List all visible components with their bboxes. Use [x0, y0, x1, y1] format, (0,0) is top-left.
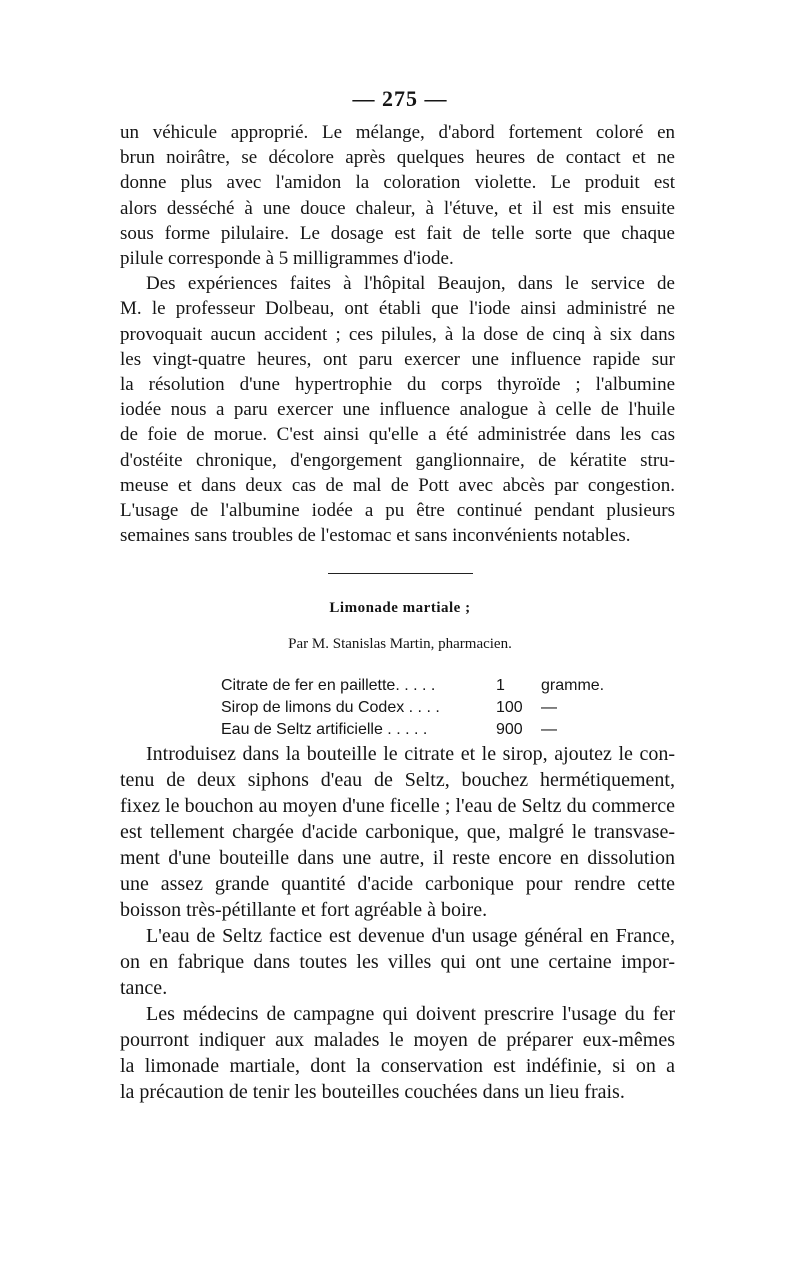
text-line: M. le professeur Dolbeau, ont établi que l'iode ainsi administré ne	[120, 298, 675, 320]
paragraph-country-doctors	[120, 1001, 675, 1105]
paragraph-instructions	[120, 741, 675, 923]
text-line: un véhicule approprié. Le mélange, d'abord fortement coloré en	[120, 122, 675, 143]
recipe-row	[221, 697, 621, 719]
text-line: on en fabrique dans toutes les villes qui ont une certaine impor-	[120, 951, 675, 973]
top-text-block	[120, 120, 675, 548]
text-line: semaines sans troubles de l'estomac et sans inconvénients notables.	[120, 525, 631, 547]
text-line: meuse et dans deux cas de mal de Pott avec abcès par congestion.	[120, 474, 675, 496]
text-line: L'eau de Seltz factice est devenue d'un usage général en France,	[146, 925, 675, 947]
section-byline: Par M. Stanislas Martin, pharmacien.	[288, 636, 512, 652]
text-line: les vingt-quatre heures, ont paru exercer une influence rapide sur	[120, 348, 675, 370]
text-line: la précaution de tenir les bouteilles couchées dans un lieu frais.	[120, 1081, 625, 1103]
ingredient-name: Eau de Seltz artificielle . . . . .	[221, 721, 428, 738]
recipe-row	[221, 719, 621, 741]
page-number: — 275 —	[352, 86, 448, 111]
text-line: la limonade martiale, dont la conservation est indéfinie, si on a	[120, 1055, 675, 1077]
text-line: sous forme pilulaire. Le dosage est fait de telle sorte que chaque	[120, 222, 675, 244]
text-line: pilule corresponde à 5 milligrammes d'iode.	[120, 248, 454, 270]
ingredient-quantity: 900	[496, 721, 523, 738]
ingredient-quantity: 100	[496, 699, 523, 716]
ingredient-unit: —	[541, 721, 557, 738]
text-line: Introduisez dans la bouteille le citrate et le sirop, ajoutez le con-	[146, 743, 675, 765]
text-line: Les médecins de campagne qui doivent prescrire l'usage du fer	[146, 1003, 675, 1025]
text-line: fixez le bouchon au moyen d'une ficelle ; l'eau de Seltz du commerce	[120, 795, 675, 817]
text-line: L'usage de l'albumine iodée a pu être continué pendant plusieurs	[120, 500, 675, 522]
section-divider	[328, 573, 473, 574]
text-line: tenu de deux siphons d'eau de Seltz, bouchez hermétiquement,	[120, 769, 675, 791]
text-line: la résolution d'une hypertrophie du corps thyroïde ; l'albumine	[120, 374, 675, 396]
ingredient-unit: gramme.	[541, 677, 605, 694]
paragraph-iodine-preparation	[120, 120, 675, 271]
text-line: est tellement chargée d'acide carbonique, que, malgré le transvase-	[120, 821, 675, 843]
text-line: provoquait aucun accident ; ces pilules, à la dose de cinq à six dans	[120, 323, 675, 345]
recipe-list	[221, 675, 621, 741]
recipe-row	[221, 675, 621, 697]
bottom-text-block	[120, 741, 675, 1105]
text-line: pourront indiquer aux malades le moyen de préparer eux-mêmes	[120, 1029, 675, 1051]
text-line: une assez grande quantité d'acide carbonique pour rendre cette	[120, 873, 675, 895]
text-line: d'ostéite chronique, d'engorgement ganglionnaire, de kératite stru-	[120, 449, 675, 471]
text-line: ment d'une bouteille dans une autre, il reste encore en dissolution	[120, 847, 675, 869]
text-line: tance.	[120, 977, 168, 999]
text-line: alors desséché à une douce chaleur, à l'étuve, et il est mis ensuite	[120, 197, 675, 219]
text-line: de foie de morue. C'est ainsi qu'elle a été administrée dans les cas	[120, 424, 675, 446]
text-line: brun noirâtre, se décolore après quelques heures de contact et ne	[120, 147, 675, 169]
paragraph-seltz-water	[120, 923, 675, 1001]
paragraph-beaujon-experiments	[120, 271, 675, 548]
ingredient-quantity: 1	[496, 677, 505, 694]
text-line: boisson très-pétillante et fort agréable à boire.	[120, 899, 488, 921]
section-title: Limonade martiale ;	[329, 600, 471, 616]
text-line: Des expériences faites à l'hôpital Beaujon, dans le service de	[146, 273, 675, 295]
ingredient-unit: —	[541, 699, 557, 716]
text-line: iodée nous a paru exercer une influence analogue à celle de l'huile	[120, 399, 675, 421]
text-line: donne plus avec l'amidon la coloration violette. Le produit est	[120, 172, 675, 194]
ingredient-name: Sirop de limons du Codex . . . .	[221, 699, 440, 716]
ingredient-name: Citrate de fer en paillette. . . . .	[221, 677, 436, 694]
